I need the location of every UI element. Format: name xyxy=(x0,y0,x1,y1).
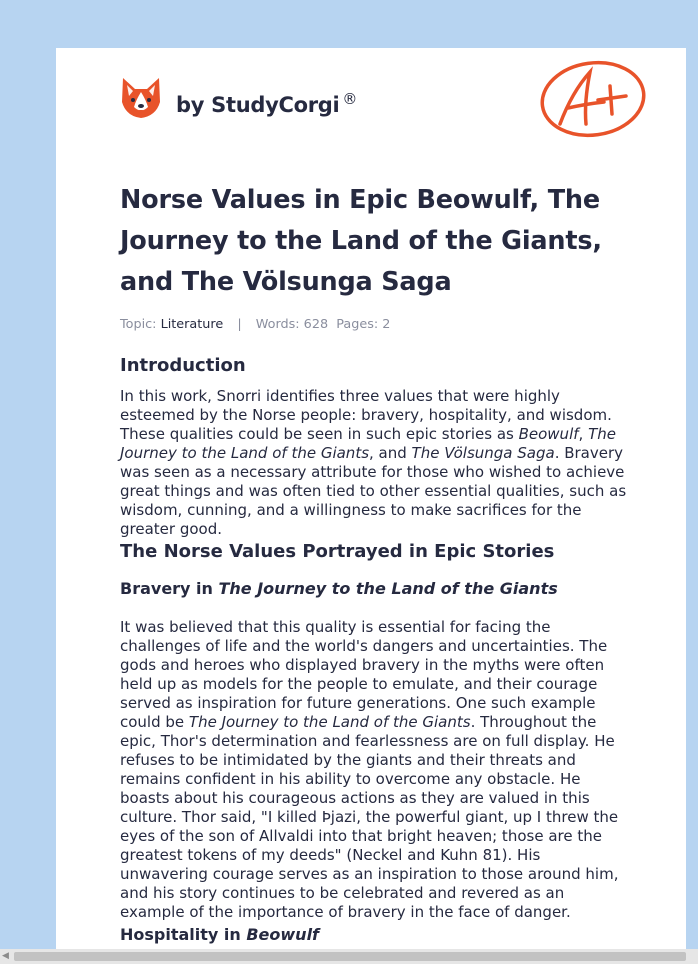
article-meta xyxy=(120,317,628,332)
corgi-logo-icon xyxy=(120,76,162,120)
topic-link[interactable]: Literature xyxy=(160,317,224,332)
bravery-paragraph xyxy=(120,618,628,922)
registered-mark: ® xyxy=(342,89,358,108)
hospitality-heading xyxy=(120,924,628,946)
pages-value: 2 xyxy=(382,317,391,332)
intro-and: , and xyxy=(369,444,412,462)
article-title: Norse Values in Epic Beowulf, The Journey to the Land of the Giants, and The Völsunga Saga xyxy=(120,185,602,297)
document-page xyxy=(56,48,686,953)
bravery-heading xyxy=(120,578,628,600)
intro-text-1: In this work, Snorri identifies three values that were highly esteemed by the Norse people: bravery, hospitality, and wisdom. These qualities could be seen in such epic stories as xyxy=(120,387,612,443)
words-label: Words: xyxy=(255,317,300,332)
meta-separator: | xyxy=(237,317,242,332)
intro-comma: , xyxy=(578,425,589,443)
bravery-text-2: . Throughout the epic, Thor's determination and fearlessness are on full display. He refuses to be intimidated by the giants and their threats and remains confident in his ability to overcome any obstacle. He boasts about his courageous actions as they are valued in this culture. Thor said, "I killed Þjazi, the powerful giant, up I threw the eyes of the son of Allvaldi into that bright heaven; those are the greatest tokens of my deeds" (Neckel and Kuhn 81). His unwavering courage serves as an inspiration to those around him, and his story continues to be celebrated and revered as an example of the importance of bravery in the face of danger. xyxy=(120,713,619,921)
scrollbar-thumb[interactable] xyxy=(14,952,686,961)
bravery-heading-work: The Journey to the Land of the Giants xyxy=(218,579,558,598)
intro-text-2: . Bravery was seen as a necessary attribute for those who wished to achieve great things and was often tied to other essential qualities, such as wisdom, cunning, and a willingness to make sacrifices for the greater good. xyxy=(120,444,627,538)
norse-values-heading: The Norse Values Portrayed in Epic Stories xyxy=(120,541,555,562)
introduction-heading: Introduction xyxy=(120,355,246,376)
scroll-left-arrow-icon[interactable]: ◀ xyxy=(2,951,9,961)
bravery-heading-prefix: Bravery in xyxy=(120,579,219,598)
hospitality-heading-work: Beowulf xyxy=(246,925,320,944)
intro-work-volsunga: The Völsunga Saga xyxy=(411,444,555,462)
intro-work-beowulf: Beowulf xyxy=(518,425,579,443)
bravery-text-1: It was believed that this quality is essential for facing the challenges of life and the world's dangers and uncertainties. The gods and heroes who displayed bravery in the myths were often held up as models for the people to emulate, and their courage served as inspiration for future generations. One such example could be xyxy=(120,618,608,731)
a-plus-grade-icon xyxy=(538,58,648,144)
studycorgi-logo[interactable] xyxy=(120,76,357,120)
hospitality-heading-prefix: Hospitality in xyxy=(120,925,247,944)
brand-text: by StudyCorgi xyxy=(176,92,340,117)
intro-work-journey: The Journey to the Land of the Giants xyxy=(120,425,616,462)
article-content xyxy=(120,180,628,946)
bravery-work: The Journey to the Land of the Giants xyxy=(188,713,471,731)
words-value: 628 xyxy=(303,317,329,332)
topic-label: Topic: xyxy=(120,317,157,332)
horizontal-scrollbar[interactable] xyxy=(0,949,698,964)
pages-label: Pages: xyxy=(336,317,379,332)
brand-name xyxy=(176,90,357,117)
introduction-paragraph xyxy=(120,387,628,539)
